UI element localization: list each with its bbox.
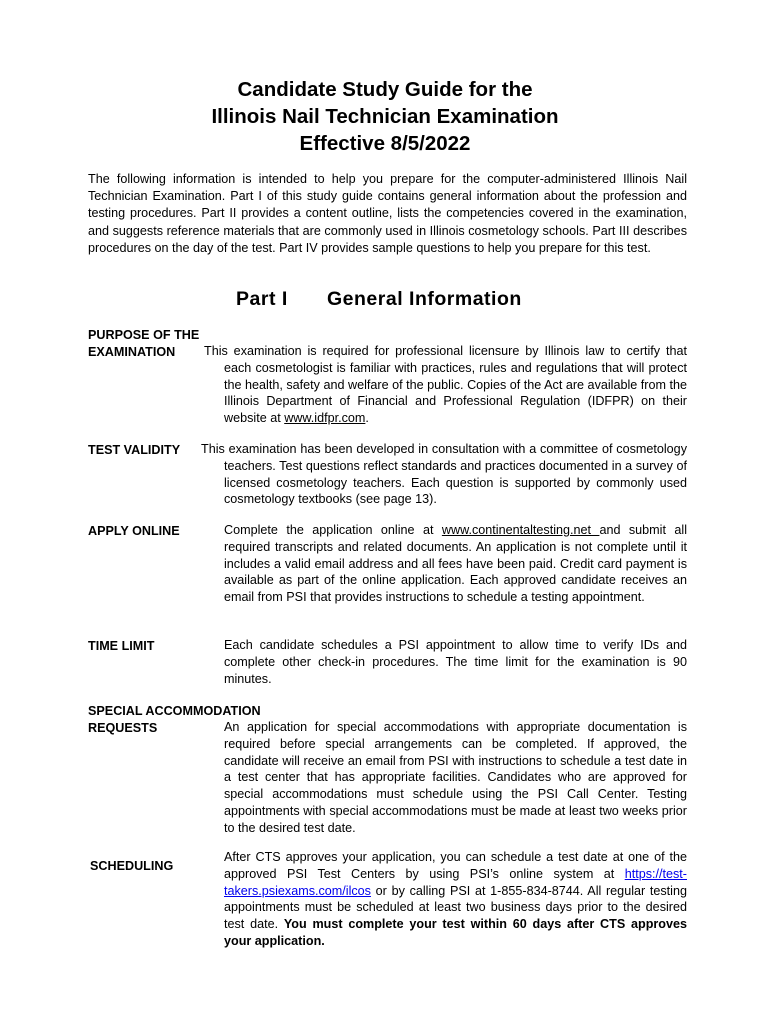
special-label-line-2: REQUESTS (88, 721, 158, 735)
purpose-label-line-1: PURPOSE OF THE (88, 328, 200, 342)
apply-text-end: and submit all required transcripts and related documents. An application is not complete until it includes a valid email address and all fees have been paid. Credit card payment is available as part of the online application. Each approved candidate receives an email from PSI that provides instructions to schedule a testing appointment. (224, 523, 687, 605)
scheduling-deadline: You must complete your test within 60 days after CTS approves your application. (224, 917, 687, 948)
purpose-label (88, 327, 199, 361)
intro-paragraph: The following information is intended to help you prepare for the computer-administered Illinois Nail Technician Examination. Part I of this study guide contains general information about the profession and testing procedures. Part II provides a content outline, lists the competencies covered in the examination, and suggests reference materials that are commonly used in Illinois cosmetology schools. Part III describes procedures on the day of the test. Part IV provides sample questions to help you prepare for this test. (88, 172, 687, 255)
scheduling-text (224, 849, 687, 950)
validity-label: TEST VALIDITY (88, 443, 181, 457)
apply-text-body: Complete the application online at (224, 523, 442, 537)
part-number: Part I (236, 288, 288, 310)
validity-text-body: This examination has been developed in consultation with a committee of cosmetology teachers. Test questions reflect standards and practices documented in a survey of licensed cosmetology teachers. Each question is supported by commonly used cosmetology textbooks (see page 13). (201, 442, 687, 507)
purpose-text-body: This examination is required for professional licensure by Illinois law to certify that each cosmetologist is familiar with practices, rules and regulations that will protect the health, safety and welfare of the public. Copies of the Act are available from the Illinois Department of Financial and Professional Regulation (IDFPR) on their website at (204, 344, 687, 426)
scheduling-label: SCHEDULING (90, 859, 174, 873)
title-line-2: Illinois Nail Technician Examination (211, 105, 559, 128)
scheduling-text-body: After CTS approves your application, you can schedule a test date at one of the approved PSI Test Centers by using PSI’s online system at (224, 850, 687, 881)
purpose-text-end: . (365, 411, 369, 426)
scheduling-text-middle: or by calling PSI at 1-855-834-8744. All regular testing appointments must be scheduled at least two business days prior to the desired test date. (224, 883, 687, 932)
special-text: An application for special accommodations with appropriate documentation is required before special arrangements can be completed. If approved, the candidate will receive an email from PSI with instructions to schedule a test date in a test center that has appropriate facilities. Candidates who are approved for special accommodations must schedule using the PSI Call Center. Testing appointments with special accommodations must be made at least two weeks prior to the desired test date. (224, 720, 687, 835)
idfpr-link[interactable]: www.idfpr.com (284, 411, 366, 426)
validity-text (201, 441, 687, 508)
part-title: General Information (327, 288, 522, 310)
purpose-label-line-2: EXAMINATION (88, 345, 176, 359)
title-line-3: Effective 8/5/2022 (299, 132, 471, 155)
purpose-text (204, 343, 687, 427)
title-line-1: Candidate Study Guide for the (237, 78, 533, 101)
time-limit-text: Each candidate schedules a PSI appointment to allow time to verify IDs and complete other check-in procedures. The time limit for the examination is 90 minutes. (224, 638, 687, 686)
apply-label: APPLY ONLINE (88, 524, 180, 538)
psi-link[interactable]: https://test-takers.psiexams.com/ilcos (224, 866, 687, 898)
apply-text (224, 522, 687, 606)
continentaltesting-link[interactable]: www.continentaltesting.net (441, 523, 600, 537)
special-label-line-1: SPECIAL ACCOMMODATION (88, 704, 261, 718)
document-title (0, 76, 770, 157)
time-limit-label: TIME LIMIT (88, 639, 155, 653)
